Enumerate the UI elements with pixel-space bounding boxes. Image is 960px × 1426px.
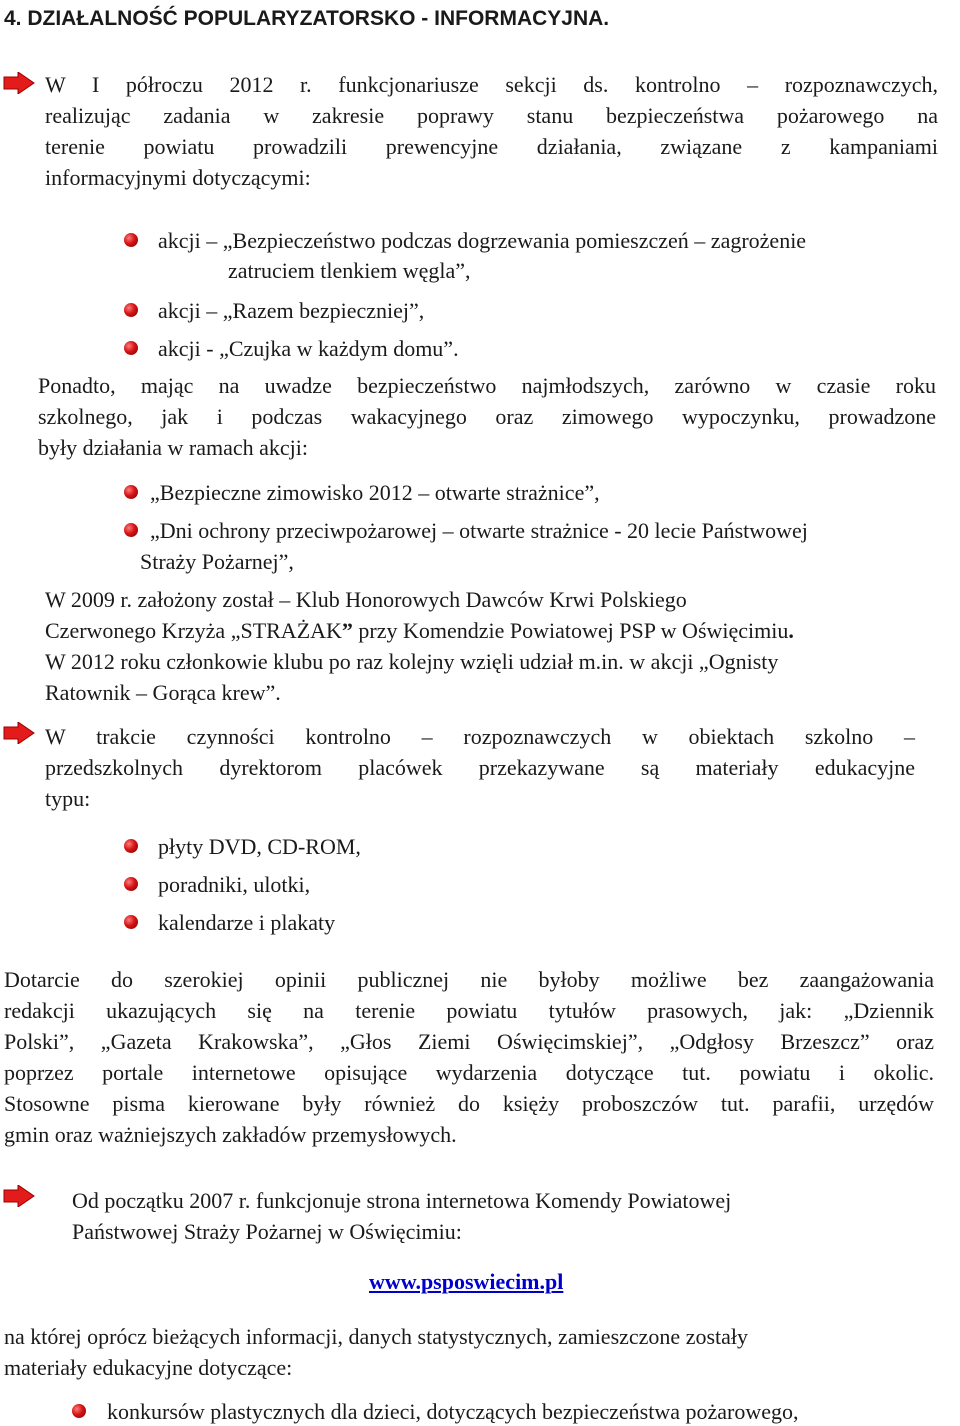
list-item: akcji – „Bezpieczeństwo podczas dogrzewania pomieszczeń – zagrożenie xyxy=(158,228,807,253)
list-item: płyty DVD, CD-ROM, xyxy=(158,834,361,859)
list-item: poradniki, ulotki, xyxy=(158,872,311,897)
paragraph-line: typu: xyxy=(45,786,91,811)
paragraph-line: przedszkolnych dyrektorom placówek przekazywane są materiały edukacyjne xyxy=(45,755,915,780)
red-ball-bullet-icon xyxy=(124,485,138,499)
paragraph-line: terenie powiatu prowadzili prewencyjne działania, związane z kampaniami xyxy=(45,134,938,159)
text-fragment: Czerwonego Krzyża „STRAŻAK xyxy=(45,618,342,643)
paragraph-line: Polski”, „Gazeta Krakowska”, „Głos Ziemi Oświęcimskiej”, „Odgłosy Brzeszcz” oraz xyxy=(4,1029,934,1054)
paragraph-line xyxy=(45,618,794,644)
paragraph-line: były działania w ramach akcji: xyxy=(38,435,308,460)
paragraph-line: Dotarcie do szerokiej opinii publicznej nie byłoby możliwe bez zaangażowania xyxy=(4,967,934,992)
red-ball-bullet-icon xyxy=(124,233,138,247)
list-item: konkursów plastycznych dla dzieci, dotyczących bezpieczeństwa pożarowego, xyxy=(107,1399,799,1424)
paragraph-line: W 2012 roku członkowie klubu po raz kolejny wzięli udział m.in. w akcji „Ognisty xyxy=(45,649,779,674)
paragraph-line: realizując zadania w zakresie poprawy stanu bezpieczeństwa pożarowego na xyxy=(45,103,938,128)
paragraph-line: materiały edukacyjne dotyczące: xyxy=(4,1355,293,1380)
red-ball-bullet-icon xyxy=(72,1404,86,1418)
paragraph-line: Państwowej Straży Pożarnej w Oświęcimiu: xyxy=(72,1219,462,1244)
list-item: „Bezpieczne zimowisko 2012 – otwarte strażnice”, xyxy=(150,480,600,505)
paragraph-line: gmin oraz ważniejszych zakładów przemysłowych. xyxy=(4,1122,457,1147)
list-item: akcji – „Razem bezpieczniej”, xyxy=(158,298,425,323)
red-ball-bullet-icon xyxy=(124,341,138,355)
period: . xyxy=(788,618,794,643)
website-link-text[interactable]: www.psposwiecim.pl xyxy=(369,1269,564,1294)
red-ball-bullet-icon xyxy=(124,877,138,891)
red-arrow-icon xyxy=(2,722,36,744)
paragraph-line: na której oprócz bieżących informacji, danych statystycznych, zamieszczone zostały xyxy=(4,1324,749,1349)
paragraph-line: W I półroczu 2012 r. funkcjonariusze sekcji ds. kontrolno – rozpoznawczych, xyxy=(45,72,938,97)
paragraph-line: Stosowne pisma kierowane były również do księży proboszczów tut. parafii, urzędów xyxy=(4,1091,934,1116)
list-item: kalendarze i plakaty xyxy=(158,910,336,935)
list-item: akcji - „Czujka w każdym domu”. xyxy=(158,336,459,361)
section-heading: 4. DZIAŁALNOŚĆ POPULARYZATORSKO - INFORMACYJNA. xyxy=(4,7,610,30)
paragraph-line: redakcji ukazujących się na terenie powiatu tytułów prasowych, jak: „Dziennik xyxy=(4,998,934,1023)
website-link[interactable] xyxy=(369,1269,563,1295)
paragraph-line: Ponadto, mając na uwadze bezpieczeństwo najmłodszych, zarówno w czasie roku xyxy=(38,373,936,398)
paragraph-line: Od początku 2007 r. funkcjonuje strona internetowa Komendy Powiatowej xyxy=(72,1188,732,1213)
paragraph-line: W 2009 r. założony został – Klub Honorowych Dawców Krwi Polskiego xyxy=(45,587,687,612)
paragraph-line: poprzez portale internetowe opisujące wydarzenia dotyczące tut. powiatu i okolic. xyxy=(4,1060,934,1085)
paragraph-line: W trakcie czynności kontrolno – rozpoznawczych w obiektach szkolno – xyxy=(45,724,915,749)
red-ball-bullet-icon xyxy=(124,303,138,317)
red-ball-bullet-icon xyxy=(124,915,138,929)
paragraph-line: szkolnego, jak i podczas wakacyjnego oraz zimowego wypoczynku, prowadzone xyxy=(38,404,936,429)
list-item-continuation: zatruciem tlenkiem węgla”, xyxy=(228,258,471,283)
red-arrow-icon xyxy=(2,72,36,94)
red-arrow-icon xyxy=(2,1185,36,1207)
red-ball-bullet-icon xyxy=(124,523,138,537)
closing-quote: ” xyxy=(341,618,353,643)
list-item: „Dni ochrony przeciwpożarowej – otwarte strażnice - 20 lecie Państwowej xyxy=(150,518,808,543)
red-ball-bullet-icon xyxy=(124,839,138,853)
paragraph-line: Ratownik – Gorąca krew”. xyxy=(45,680,281,705)
list-item-continuation: Straży Pożarnej”, xyxy=(140,549,294,574)
text-fragment: przy Komendzie Powiatowej PSP w Oświęcimiu xyxy=(352,618,789,643)
paragraph-line: informacyjnymi dotyczącymi: xyxy=(45,165,311,190)
